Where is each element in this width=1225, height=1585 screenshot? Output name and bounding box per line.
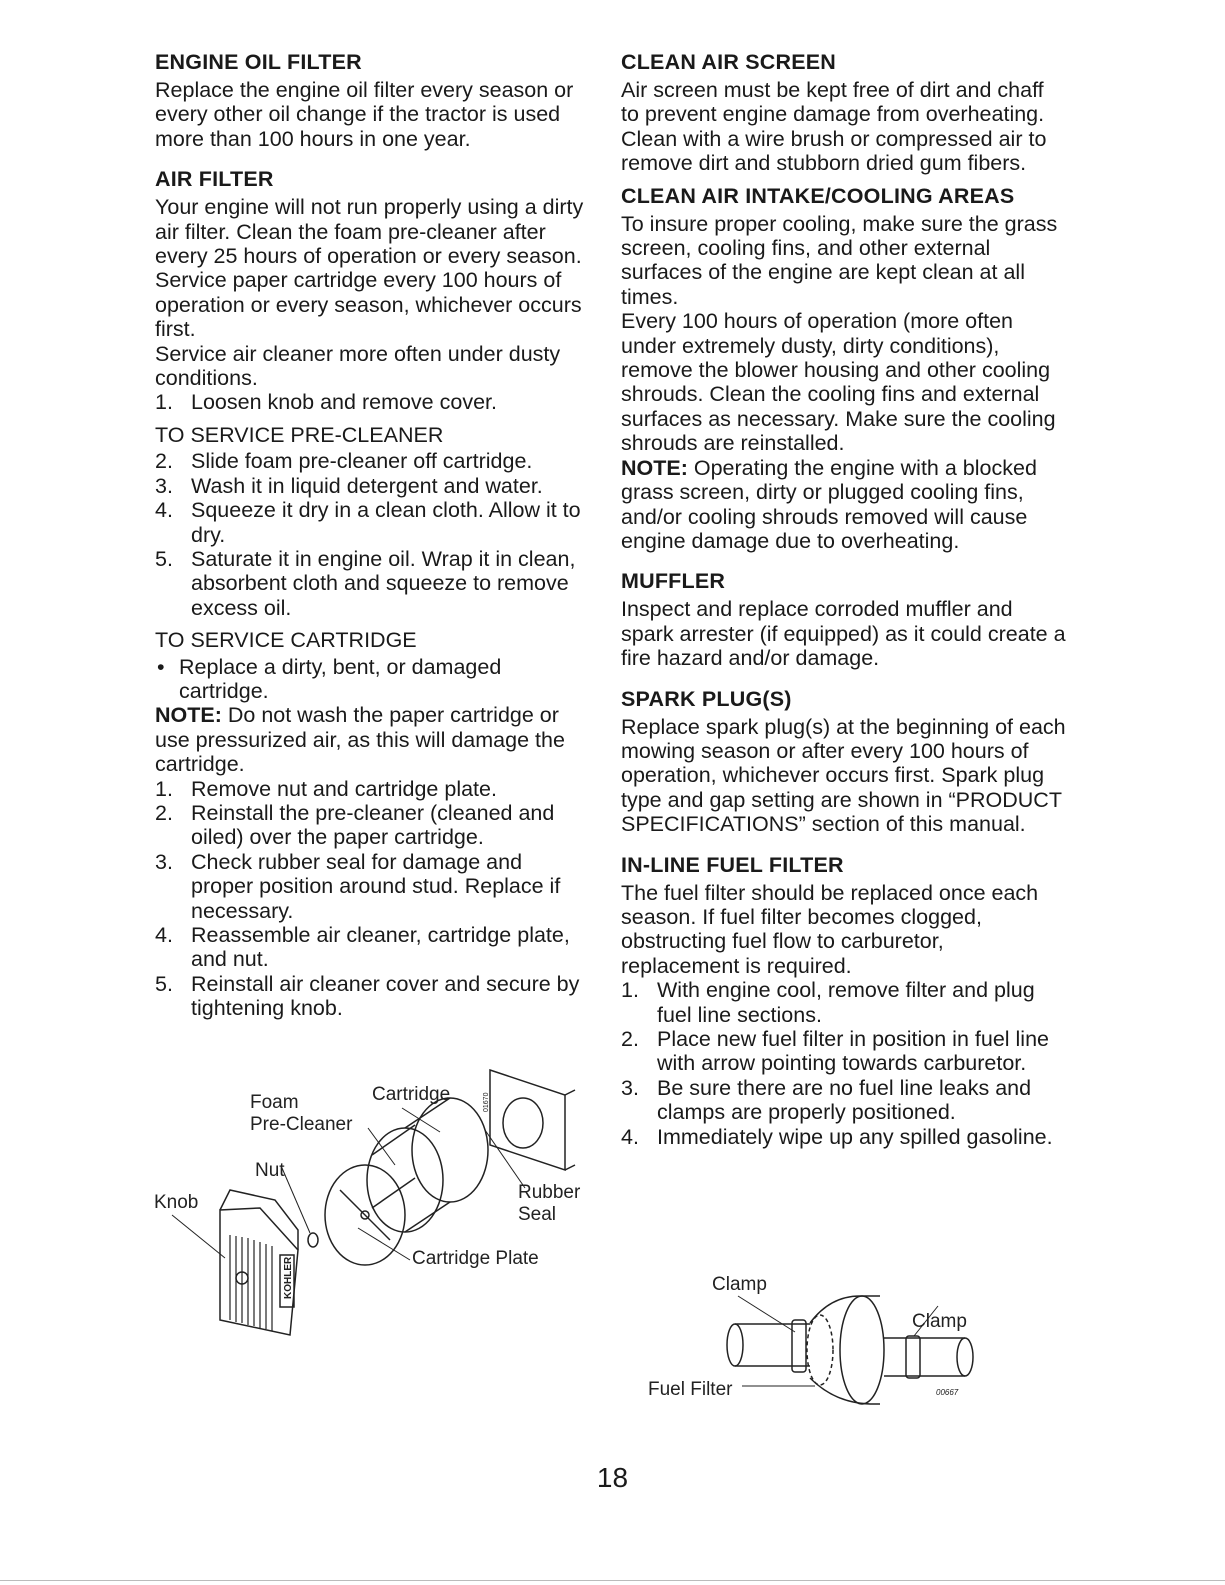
air-cleaner-diagram (150, 1040, 590, 1340)
step-text: Loosen knob and remove cover. (191, 390, 497, 415)
muffler-text: Inspect and replace corroded muffler and spark arrester (if equipped) as it could create a fire hazard and/or damage. (621, 597, 1066, 671)
fuel-filter-illustration (640, 1268, 1000, 1418)
step-number: 2. (155, 449, 173, 474)
clean-air-screen-text: Air screen must be kept free of dirt and chaff to prevent engine damage from overheating. Clean with a wire brush or compressed air to remove dirt and stubborn dried gum fibers. (621, 78, 1047, 176)
engine-oil-filter-section (155, 50, 585, 151)
air-filter-dusty-paragraph: Service air cleaner more often under dusty conditions. (155, 341, 561, 391)
muffler-heading: MUFFLER (621, 569, 726, 594)
air-intake-heading: CLEAN AIR INTAKE/COOLING AREAS (621, 183, 1015, 208)
step-text: Be sure there are no fuel line leaks and clamps are properly positioned. (657, 1075, 1032, 1125)
air-cleaner-illustration (150, 1040, 590, 1340)
step-number: 2. (155, 800, 173, 825)
filter-body-face (840, 1296, 884, 1404)
step-text: Reinstall air cleaner cover and secure by tightening knob. (191, 971, 580, 1021)
step-text: Remove nut and cartridge plate. (191, 776, 497, 801)
pre-cleaner-subheading: TO SERVICE PRE-CLEANER (155, 422, 444, 447)
clean-air-screen-heading: CLEAN AIR SCREEN (621, 50, 837, 74)
air-intake-service-paragraph: Every 100 hours of operation (more often under extremely dusty, dirty conditions), remove the blower housing and other cooling shrouds. Clean the cooling fins and external surfaces as necessary. Make sure the cooling shrouds are reinstalled. (621, 309, 1056, 456)
step-text: Check rubber seal for damage and proper position around stud. Replace if necessary. (191, 849, 561, 923)
pre-cleaner-step-list (155, 449, 585, 620)
air-filter-section (155, 167, 585, 1020)
label-cartridge-plate: Cartridge Plate (412, 1248, 539, 1269)
list-item (155, 777, 585, 801)
fuel-line-right (884, 1338, 965, 1376)
step-text: Wash it in liquid detergent and water. (191, 473, 543, 498)
step-text: Saturate it in engine oil. Wrap it in clean, absorbent cloth and squeeze to remove excess oil. (191, 546, 576, 620)
label-rubber: Rubber (518, 1182, 581, 1203)
step-number: 5. (155, 971, 173, 996)
label-cartridge: Cartridge (372, 1084, 451, 1105)
fuel-filter-step-list (621, 978, 1066, 1149)
cartridge-subheading: TO SERVICE CARTRIDGE (155, 628, 417, 653)
note-text: Do not wash the paper cartridge or use pressurized air, as this will damage the cartridge. (155, 703, 565, 777)
list-item (155, 474, 585, 498)
air-filter-step-list (155, 390, 585, 414)
brand-mark: KOHLER (283, 1256, 294, 1299)
step-number: 1. (155, 390, 173, 415)
spark-plug-section (621, 687, 1066, 837)
step-number: 3. (155, 849, 173, 874)
step-text: Place new fuel filter in position in fuel line with arrow pointing towards carburetor. (657, 1027, 1049, 1076)
bullet-mark: • (157, 654, 165, 679)
page-bottom-rule (0, 1580, 1225, 1581)
fuel-line-left-end (727, 1324, 743, 1366)
label-fuel-filter: Fuel Filter (648, 1379, 733, 1400)
list-item (621, 1125, 1066, 1149)
muffler-section (621, 569, 1066, 670)
air-filter-paragraph: Your engine will not run properly using a dirty air filter. Clean the foam pre-cleaner after every 25 hours of operation or every season. Service paper cartridge every 100 hours of operation or every season, whichever occurs first. (155, 195, 584, 342)
air-cleaner-base (490, 1070, 565, 1170)
fuel-filter-diagram (640, 1268, 1000, 1418)
rubber-seal-shape (503, 1098, 543, 1148)
cartridge-note (155, 703, 585, 776)
figure-code: 00667 (936, 1388, 959, 1397)
step-text: Immediately wipe up any spilled gasoline. (657, 1124, 1053, 1149)
label-foam: Foam (250, 1092, 299, 1113)
list-item (155, 449, 585, 473)
label-pre-cleaner: Pre-Cleaner (250, 1114, 353, 1135)
label-clamp-left: Clamp (712, 1274, 767, 1295)
step-text: Reassemble air cleaner, cartridge plate, and nut. (191, 923, 570, 972)
cartridge-bullet-list (155, 655, 585, 704)
step-number: 3. (155, 473, 173, 498)
figure-code: 01670 (483, 1092, 490, 1112)
filter-inner (807, 1315, 833, 1385)
engine-oil-filter-heading: ENGINE OIL FILTER (155, 50, 362, 74)
cover-top-edge (220, 1190, 298, 1250)
step-number: 1. (621, 978, 639, 1003)
list-item (155, 547, 585, 620)
filter-body-outline (810, 1296, 880, 1404)
step-text: Reinstall the pre-cleaner (cleaned and oiled) over the paper cartridge. (191, 800, 555, 850)
clamp-right-icon (906, 1336, 920, 1378)
label-clamp-right: Clamp (912, 1311, 967, 1332)
page-number: 18 (596, 1462, 629, 1493)
clamp-left-icon (792, 1320, 806, 1372)
spark-plug-text: Replace spark plug(s) at the beginning of each mowing season or after every 100 hours of operation, whichever occurs first. Spark plug type and gap setting are shown in “PRODUCT SPECIFICATIONS” section of this manual. (621, 714, 1066, 837)
list-item (155, 390, 585, 414)
label-knob: Knob (154, 1192, 199, 1213)
step-number: 1. (155, 776, 173, 801)
step-number: 4. (155, 923, 173, 947)
step-number: 4. (155, 498, 173, 523)
fuel-filter-heading: IN-LINE FUEL FILTER (621, 852, 844, 877)
step-text: Slide foam pre-cleaner off cartridge. (191, 449, 533, 474)
list-item (155, 801, 585, 850)
note-text: Operating the engine with a blocked grass screen, dirty or plugged cooling fins, and/or cooling shrouds removed will cause engine damage due to overheating. (621, 455, 1037, 553)
air-intake-section (621, 184, 1066, 554)
fuel-filter-section (621, 853, 1066, 1149)
engine-oil-filter-text: Replace the engine oil filter every season or every other oil change if the tractor is used more than 100 hours in one year. (155, 78, 574, 151)
step-number: 3. (621, 1075, 639, 1100)
list-item (155, 498, 585, 547)
step-text: Squeeze it dry in a clean cloth. Allow it to dry. (191, 498, 581, 547)
list-item (155, 850, 585, 923)
list-item (621, 978, 1066, 1027)
list-item (155, 972, 585, 1021)
label-seal: Seal (518, 1204, 557, 1225)
clean-air-screen-section (621, 50, 1066, 176)
air-intake-paragraph: To insure proper cooling, make sure the grass screen, cooling fins, and other external surfaces of the engine are kept clean at all times. (621, 211, 1058, 309)
fuel-filter-text: The fuel filter should be replaced once each season. If fuel filter becomes clogged, obstructing fuel flow to carburetor, replacement is required. (621, 880, 1039, 978)
air-filter-heading: AIR FILTER (155, 167, 274, 192)
air-intake-note (621, 456, 1066, 554)
left-column (155, 50, 585, 1037)
spark-plug-heading: SPARK PLUG(S) (621, 686, 792, 711)
fuel-line-left (735, 1324, 810, 1366)
cartridge-step-list (155, 777, 585, 1021)
cover-ribs (230, 1235, 272, 1331)
nut-icon (308, 1233, 318, 1247)
list-item (155, 923, 585, 972)
step-number: 2. (621, 1027, 639, 1051)
label-nut: Nut (255, 1160, 285, 1181)
note-label: NOTE: (621, 455, 688, 480)
note-label: NOTE: (155, 703, 222, 728)
list-item (621, 1076, 1066, 1125)
list-item (155, 655, 585, 704)
bullet-text: Replace a dirty, bent, or damaged cartridge. (179, 654, 502, 703)
step-number: 5. (155, 546, 173, 571)
step-number: 4. (621, 1124, 639, 1149)
right-column (621, 50, 1066, 1165)
fuel-line-right-end (957, 1338, 973, 1376)
list-item (621, 1027, 1066, 1076)
step-text: With engine cool, remove filter and plug fuel line sections. (657, 978, 1035, 1027)
paper-cartridge-shape (412, 1098, 488, 1202)
